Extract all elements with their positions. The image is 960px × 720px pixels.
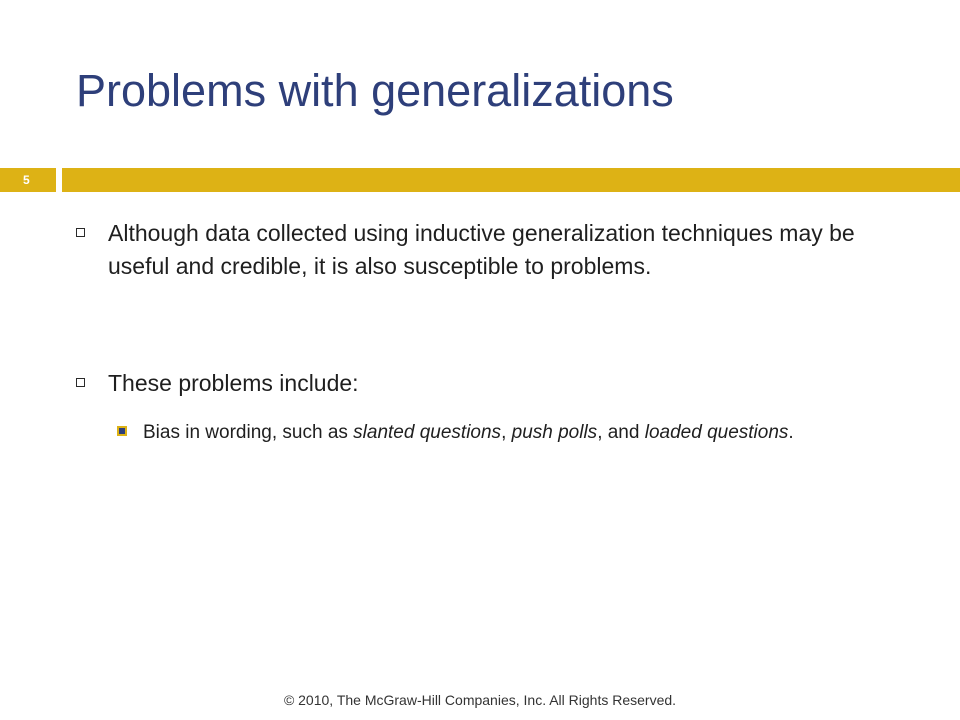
hollow-square-bullet-icon <box>76 378 85 387</box>
sub-bullet-text-part: , <box>501 422 512 443</box>
sub-bullet-text-1 <box>143 417 877 448</box>
bullet-item-2 <box>76 367 876 400</box>
bullet-text-1: Although data collected using inductive generalization techniques may be useful and credible, it is also susceptible to problems. <box>108 220 855 279</box>
slide-number: 5 <box>23 173 30 187</box>
divider-bar <box>62 168 960 192</box>
copyright-footer: © 2010, The McGraw-Hill Companies, Inc. All Rights Reserved. <box>283 692 677 708</box>
filled-square-bullet-icon <box>117 426 127 436</box>
bullet-item-1 <box>76 217 876 283</box>
sub-bullet-emphasis-push-polls: push polls <box>511 422 598 443</box>
sub-bullet-item-1 <box>117 417 877 448</box>
sub-bullet-text-part: . <box>788 422 794 443</box>
bullet-text-2: These problems include: <box>108 370 359 396</box>
slide-title: Problems with generalizations <box>76 65 674 116</box>
sub-bullet-text-part: Bias in wording, such as <box>143 422 354 443</box>
sub-bullet-text-part: , and <box>597 422 645 443</box>
hollow-square-bullet-icon <box>76 228 85 237</box>
sub-bullet-emphasis-loaded-questions: loaded questions <box>644 422 789 443</box>
sub-bullet-emphasis-slanted-questions: slanted questions <box>353 422 502 443</box>
